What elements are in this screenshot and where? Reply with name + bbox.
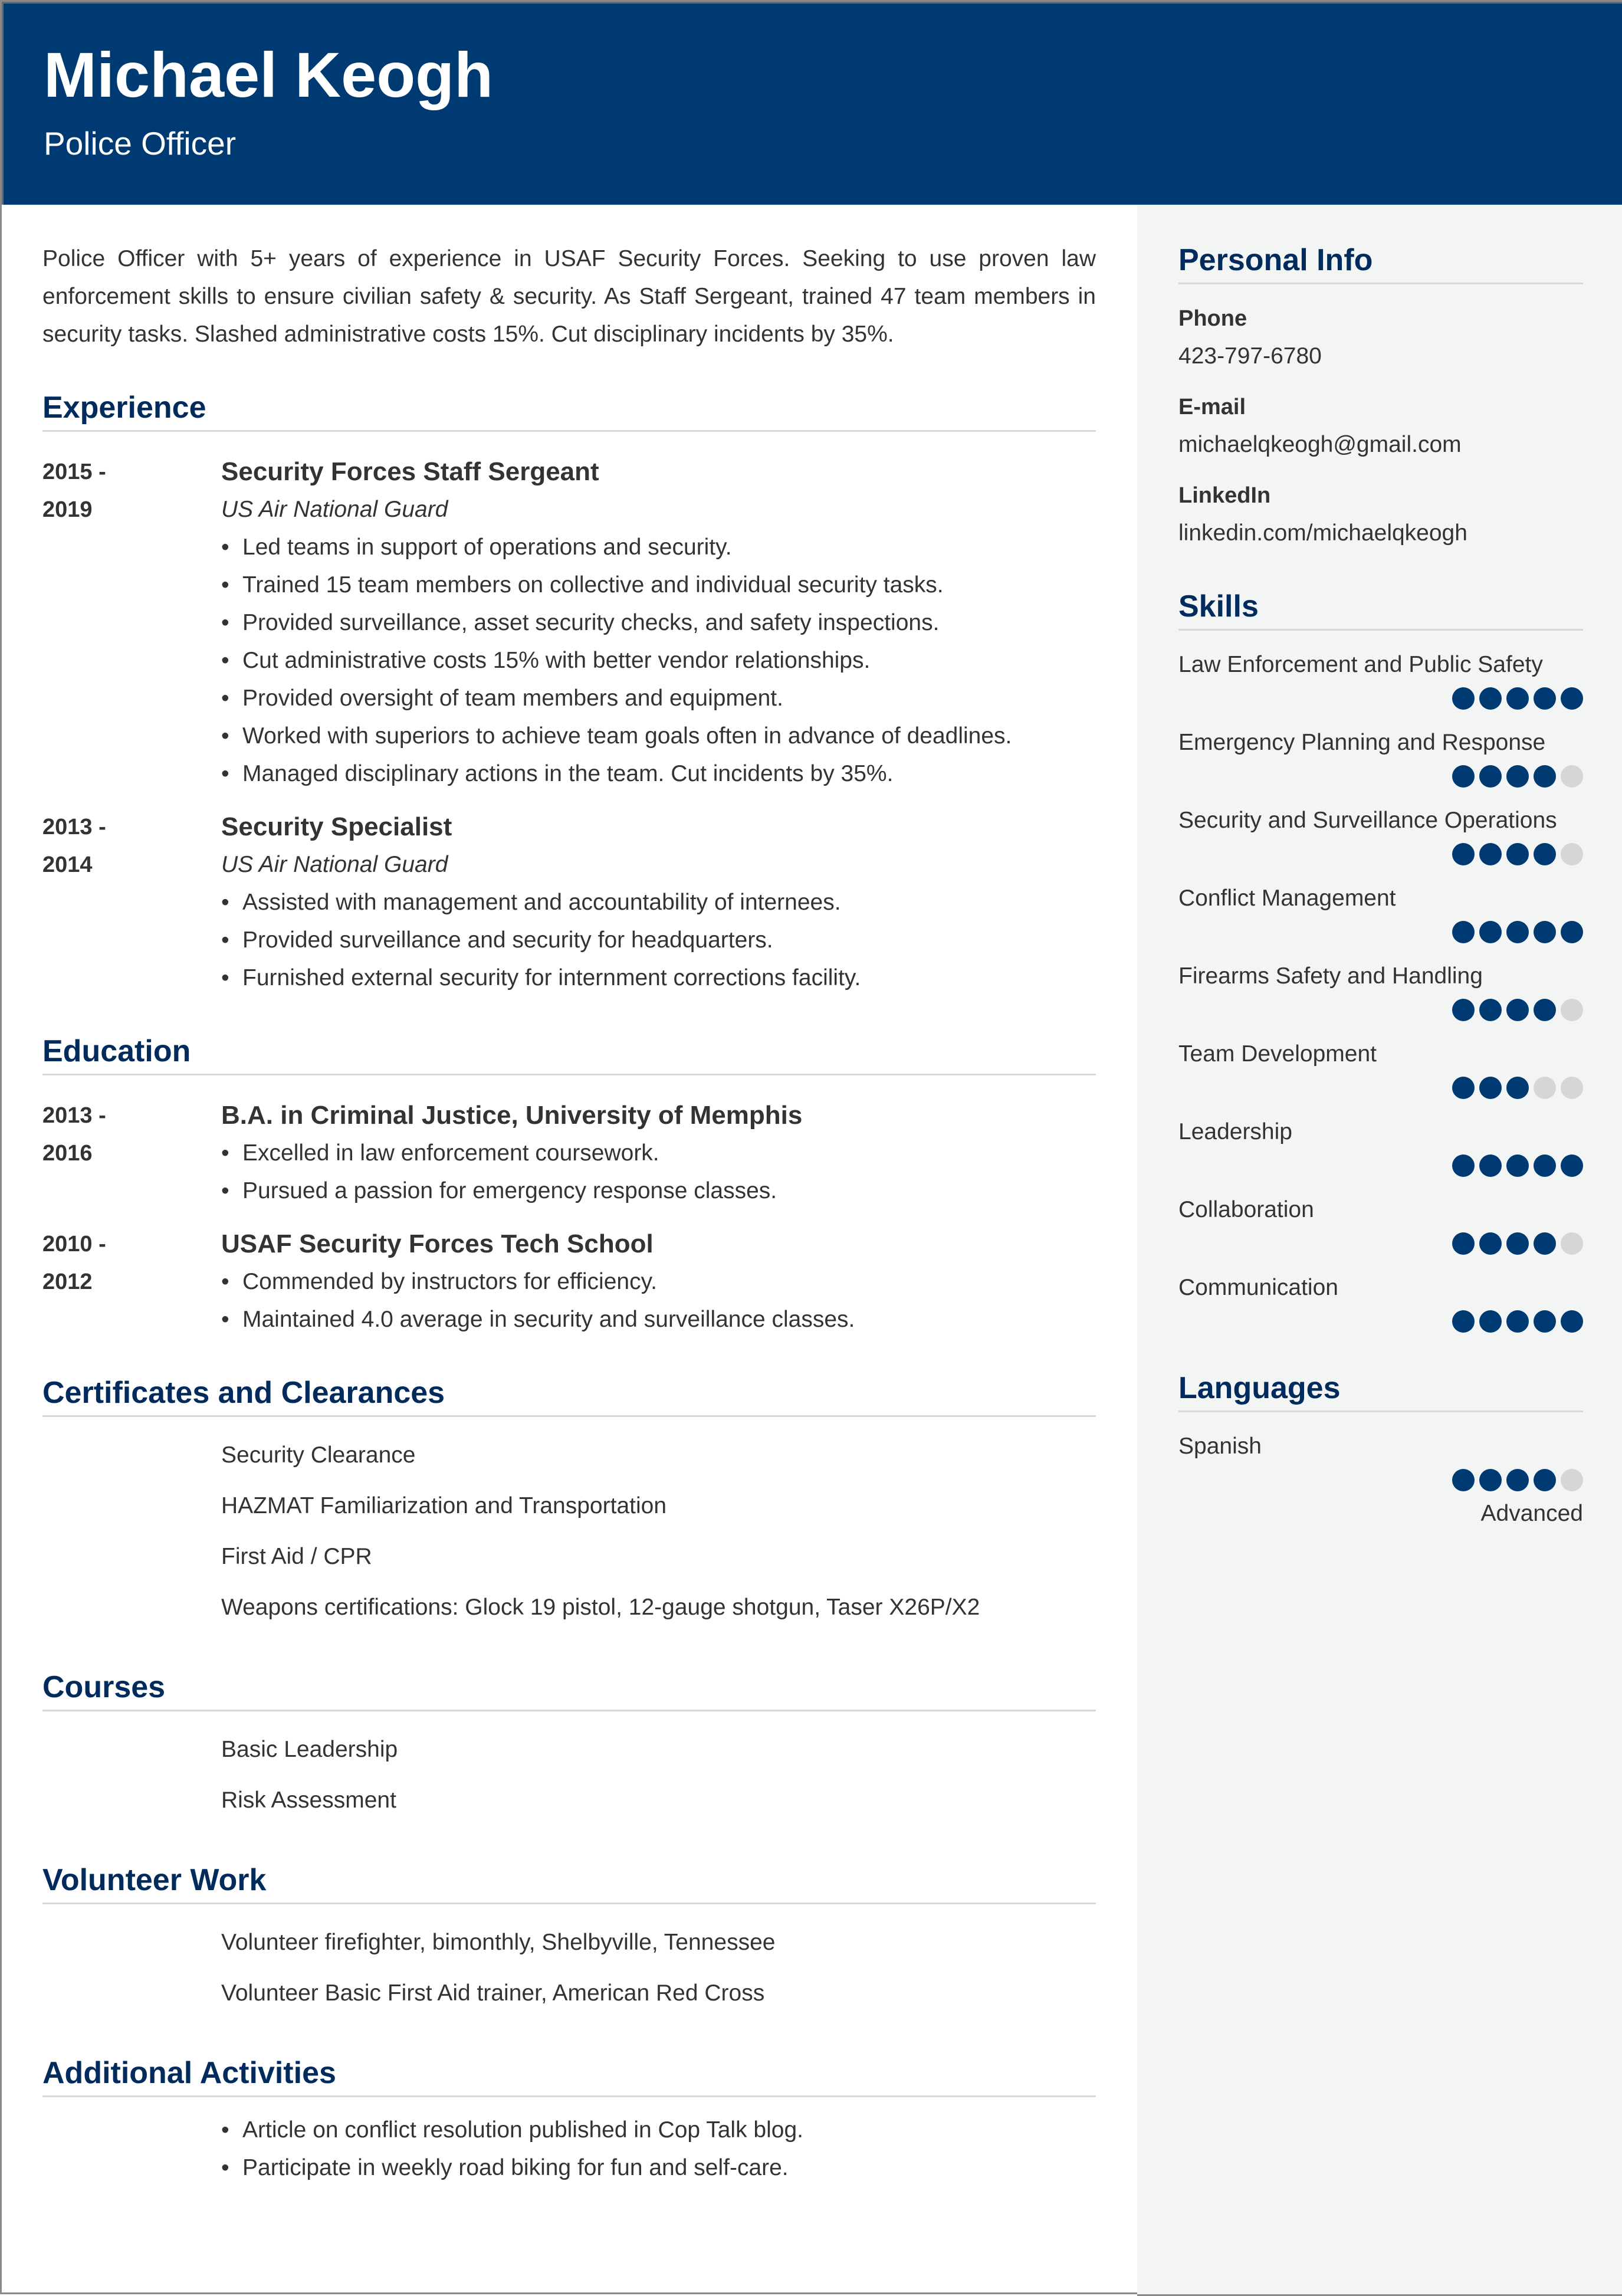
activities-list bbox=[221, 2111, 1096, 2187]
personal-info-section bbox=[1178, 242, 1583, 552]
bullet-item: • Worked with superiors to achieve team goals often in advance of deadlines. bbox=[221, 717, 1096, 755]
certificates-list bbox=[221, 1430, 1096, 1633]
filled-dot-icon bbox=[1452, 765, 1475, 788]
filled-dot-icon bbox=[1452, 921, 1475, 943]
rating-dots bbox=[1178, 999, 1583, 1022]
filled-dot-icon bbox=[1479, 1154, 1502, 1177]
date-end: 2019 bbox=[42, 497, 93, 522]
filled-dot-icon bbox=[1479, 1077, 1502, 1099]
bullet-icon: • bbox=[221, 648, 229, 673]
filled-dot-icon bbox=[1452, 1077, 1475, 1099]
course-item: Risk Assessment bbox=[221, 1787, 396, 1813]
volunteer-item: Volunteer firefighter, bimonthly, Shelbyville, Tennessee bbox=[221, 1930, 776, 1955]
bullet-icon: • bbox=[221, 1269, 229, 1294]
date-end: 2016 bbox=[42, 1141, 93, 1166]
filled-dot-icon bbox=[1506, 999, 1529, 1021]
language-item bbox=[1178, 1428, 1583, 1533]
filled-dot-icon bbox=[1479, 1310, 1502, 1333]
entry-dates bbox=[42, 1097, 221, 1210]
bullet-list bbox=[221, 884, 1096, 997]
experience-entry bbox=[42, 808, 1096, 997]
section-heading-activities: Additional Activities bbox=[42, 2055, 1096, 2097]
bullet-item: • Led teams in support of operations and security. bbox=[221, 529, 1096, 566]
summary-paragraph: Police Officer with 5+ years of experience in USAF Security Forces. Seeking to use proven law enforcement skills to ensure civilian safety & security. As Staff Sergeant, trained 47 team members in security tasks. Slashed administrative costs 15%. Cut disciplinary incidents by 35%. bbox=[42, 246, 1096, 347]
activities-section bbox=[42, 2055, 1096, 2187]
resume-header bbox=[2, 2, 1622, 205]
section-heading-experience: Experience bbox=[42, 390, 1096, 432]
filled-dot-icon bbox=[1479, 843, 1502, 865]
education-entry bbox=[42, 1097, 1096, 1210]
volunteer-list bbox=[221, 1917, 1096, 2019]
skill-item bbox=[1178, 957, 1583, 1022]
date-start: 2010 - bbox=[42, 1232, 106, 1257]
section-heading-certificates: Certificates and Clearances bbox=[42, 1375, 1096, 1417]
courses-list bbox=[221, 1724, 1096, 1826]
languages-section bbox=[1178, 1370, 1583, 1533]
employer: US Air National Guard bbox=[221, 497, 448, 522]
bullet-item: • Maintained 4.0 average in security and surveillance classes. bbox=[221, 1301, 1096, 1339]
filled-dot-icon bbox=[1534, 1310, 1556, 1333]
job-title: Security Specialist bbox=[221, 812, 452, 841]
rating-dots bbox=[1178, 1310, 1583, 1334]
filled-dot-icon bbox=[1506, 687, 1529, 710]
bullet-item: • Pursued a passion for emergency response classes. bbox=[221, 1172, 1096, 1210]
bullet-item: • Participate in weekly road biking for fun and self-care. bbox=[221, 2149, 1096, 2187]
filled-dot-icon bbox=[1534, 921, 1556, 943]
linkedin-label: LinkedIn bbox=[1178, 483, 1271, 508]
bullet-item: • Cut administrative costs 15% with better vendor relationships. bbox=[221, 642, 1096, 680]
skill-item bbox=[1178, 802, 1583, 867]
date-start: 2015 - bbox=[42, 460, 106, 484]
skill-item bbox=[1178, 1035, 1583, 1100]
section-heading-personal-info: Personal Info bbox=[1178, 242, 1583, 284]
filled-dot-icon bbox=[1561, 1310, 1583, 1333]
course-item: Basic Leadership bbox=[221, 1737, 398, 1762]
date-start: 2013 - bbox=[42, 815, 106, 839]
bullet-icon: • bbox=[221, 965, 229, 990]
certificates-section bbox=[42, 1375, 1096, 1633]
empty-dot-icon bbox=[1561, 1077, 1583, 1099]
section-heading-education: Education bbox=[42, 1034, 1096, 1075]
experience-section bbox=[42, 390, 1096, 997]
employer: US Air National Guard bbox=[221, 852, 448, 877]
bullet-icon: • bbox=[221, 534, 229, 560]
filled-dot-icon bbox=[1452, 1154, 1475, 1177]
bullet-item: • Provided surveillance and security for headquarters. bbox=[221, 921, 1096, 959]
main-column bbox=[42, 205, 1096, 2187]
entry-dates bbox=[42, 808, 221, 997]
bullet-icon: • bbox=[221, 610, 229, 635]
skill-name: Law Enforcement and Public Safety bbox=[1178, 652, 1543, 677]
education-entry bbox=[42, 1225, 1096, 1339]
bullet-icon: • bbox=[221, 1178, 229, 1203]
phone-label: Phone bbox=[1178, 306, 1247, 331]
bullet-icon: • bbox=[221, 761, 229, 786]
skill-name: Team Development bbox=[1178, 1041, 1377, 1067]
filled-dot-icon bbox=[1479, 999, 1502, 1021]
skill-item bbox=[1178, 1269, 1583, 1334]
filled-dot-icon bbox=[1534, 687, 1556, 710]
skill-name: Firearms Safety and Handling bbox=[1178, 963, 1483, 989]
rating-dots bbox=[1178, 687, 1583, 711]
skill-item bbox=[1178, 1191, 1583, 1256]
volunteer-item: Volunteer Basic First Aid trainer, American Red Cross bbox=[221, 1980, 765, 2006]
email-value[interactable]: michaelqkeogh@gmail.com bbox=[1178, 432, 1462, 457]
bullet-item: • Trained 15 team members on collective and individual security tasks. bbox=[221, 566, 1096, 604]
empty-dot-icon bbox=[1561, 1469, 1583, 1491]
filled-dot-icon bbox=[1452, 999, 1475, 1021]
filled-dot-icon bbox=[1506, 1310, 1529, 1333]
job-title: Security Forces Staff Sergeant bbox=[221, 457, 599, 486]
bullet-icon: • bbox=[221, 1140, 229, 1166]
experience-entry bbox=[42, 453, 1096, 793]
date-end: 2012 bbox=[42, 1270, 93, 1294]
candidate-name: Michael Keogh bbox=[44, 39, 494, 110]
bullet-icon: • bbox=[221, 1307, 229, 1332]
filled-dot-icon bbox=[1479, 765, 1502, 788]
filled-dot-icon bbox=[1534, 999, 1556, 1021]
filled-dot-icon bbox=[1506, 1077, 1529, 1099]
date-start: 2013 - bbox=[42, 1103, 106, 1128]
bullet-item: • Article on conflict resolution published in Cop Talk blog. bbox=[221, 2111, 1096, 2149]
filled-dot-icon bbox=[1561, 1154, 1583, 1177]
candidate-title: Police Officer bbox=[44, 125, 237, 162]
volunteer-section bbox=[42, 1862, 1096, 2019]
certificate-item: Weapons certifications: Glock 19 pistol, 12-gauge shotgun, Taser X26P/X2 bbox=[221, 1595, 980, 1620]
filled-dot-icon bbox=[1452, 1232, 1475, 1255]
filled-dot-icon bbox=[1479, 687, 1502, 710]
bullet-icon: • bbox=[221, 890, 229, 915]
skill-name: Communication bbox=[1178, 1275, 1338, 1300]
skill-item bbox=[1178, 1113, 1583, 1178]
email-label: E-mail bbox=[1178, 395, 1246, 419]
skill-item bbox=[1178, 724, 1583, 789]
filled-dot-icon bbox=[1479, 1469, 1502, 1491]
bullet-item: • Furnished external security for internment corrections facility. bbox=[221, 959, 1096, 997]
skill-name: Security and Surveillance Operations bbox=[1178, 808, 1557, 833]
bullet-icon: • bbox=[221, 927, 229, 953]
filled-dot-icon bbox=[1506, 843, 1529, 865]
certificate-item: Security Clearance bbox=[221, 1442, 416, 1468]
bullet-icon: • bbox=[221, 2155, 229, 2180]
section-heading-volunteer: Volunteer Work bbox=[42, 1862, 1096, 1904]
rating-dots bbox=[1178, 843, 1583, 867]
rating-dots bbox=[1178, 1232, 1583, 1256]
skill-item bbox=[1178, 880, 1583, 944]
filled-dot-icon bbox=[1534, 1232, 1556, 1255]
filled-dot-icon bbox=[1534, 1154, 1556, 1177]
date-end: 2014 bbox=[42, 852, 93, 877]
bullet-icon: • bbox=[221, 572, 229, 598]
filled-dot-icon bbox=[1452, 843, 1475, 865]
bullet-item: • Commended by instructors for efficiency. bbox=[221, 1263, 1096, 1301]
bullet-icon: • bbox=[221, 723, 229, 749]
filled-dot-icon bbox=[1534, 765, 1556, 788]
section-heading-skills: Skills bbox=[1178, 589, 1583, 631]
rating-dots bbox=[1178, 1154, 1583, 1178]
skill-item bbox=[1178, 646, 1583, 711]
sidebar bbox=[1137, 205, 1622, 2296]
section-heading-courses: Courses bbox=[42, 1669, 1096, 1711]
bullet-item: • Excelled in law enforcement coursework. bbox=[221, 1134, 1096, 1172]
rating-dots bbox=[1178, 921, 1583, 944]
empty-dot-icon bbox=[1561, 765, 1583, 788]
filled-dot-icon bbox=[1561, 687, 1583, 710]
bullet-list bbox=[221, 529, 1096, 793]
languages-list bbox=[1178, 1428, 1583, 1533]
entry-dates bbox=[42, 1225, 221, 1339]
filled-dot-icon bbox=[1534, 843, 1556, 865]
filled-dot-icon bbox=[1506, 1232, 1529, 1255]
language-level: Advanced bbox=[1480, 1501, 1583, 1526]
bullet-icon: • bbox=[221, 685, 229, 711]
skill-name: Conflict Management bbox=[1178, 885, 1396, 911]
education-section bbox=[42, 1034, 1096, 1339]
section-heading-languages: Languages bbox=[1178, 1370, 1583, 1412]
phone-value[interactable]: 423-797-6780 bbox=[1178, 343, 1322, 369]
rating-dots bbox=[1178, 765, 1583, 789]
bullet-list bbox=[221, 1134, 1096, 1210]
bullet-item: • Managed disciplinary actions in the team. Cut incidents by 35%. bbox=[221, 755, 1096, 793]
filled-dot-icon bbox=[1561, 921, 1583, 943]
linkedin-value[interactable]: linkedin.com/michaelqkeogh bbox=[1178, 520, 1467, 546]
filled-dot-icon bbox=[1506, 1469, 1529, 1491]
degree-title: B.A. in Criminal Justice, University of Memphis bbox=[221, 1101, 803, 1130]
filled-dot-icon bbox=[1479, 1232, 1502, 1255]
skills-list bbox=[1178, 646, 1583, 1334]
filled-dot-icon bbox=[1534, 1469, 1556, 1491]
empty-dot-icon bbox=[1561, 999, 1583, 1021]
bullet-item: • Provided oversight of team members and equipment. bbox=[221, 680, 1096, 717]
empty-dot-icon bbox=[1561, 1232, 1583, 1255]
language-name: Spanish bbox=[1178, 1434, 1262, 1459]
rating-dots bbox=[1178, 1469, 1583, 1493]
empty-dot-icon bbox=[1534, 1077, 1556, 1099]
filled-dot-icon bbox=[1506, 1154, 1529, 1177]
bullet-list bbox=[221, 1263, 1096, 1339]
filled-dot-icon bbox=[1452, 687, 1475, 710]
certificate-item: First Aid / CPR bbox=[221, 1544, 372, 1569]
skill-name: Emergency Planning and Response bbox=[1178, 730, 1546, 755]
filled-dot-icon bbox=[1506, 765, 1529, 788]
entry-dates bbox=[42, 453, 221, 793]
bullet-icon: • bbox=[221, 2117, 229, 2143]
filled-dot-icon bbox=[1452, 1469, 1475, 1491]
degree-title: USAF Security Forces Tech School bbox=[221, 1229, 654, 1258]
skills-section bbox=[1178, 589, 1583, 1334]
empty-dot-icon bbox=[1561, 843, 1583, 865]
skill-name: Leadership bbox=[1178, 1119, 1292, 1144]
bullet-item: • Assisted with management and accountability of internees. bbox=[221, 884, 1096, 921]
filled-dot-icon bbox=[1479, 921, 1502, 943]
bullet-item: • Provided surveillance, asset security checks, and safety inspections. bbox=[221, 604, 1096, 642]
courses-section bbox=[42, 1669, 1096, 1826]
certificate-item: HAZMAT Familiarization and Transportation bbox=[221, 1493, 667, 1518]
rating-dots bbox=[1178, 1077, 1583, 1100]
filled-dot-icon bbox=[1452, 1310, 1475, 1333]
filled-dot-icon bbox=[1506, 921, 1529, 943]
skill-name: Collaboration bbox=[1178, 1197, 1314, 1222]
